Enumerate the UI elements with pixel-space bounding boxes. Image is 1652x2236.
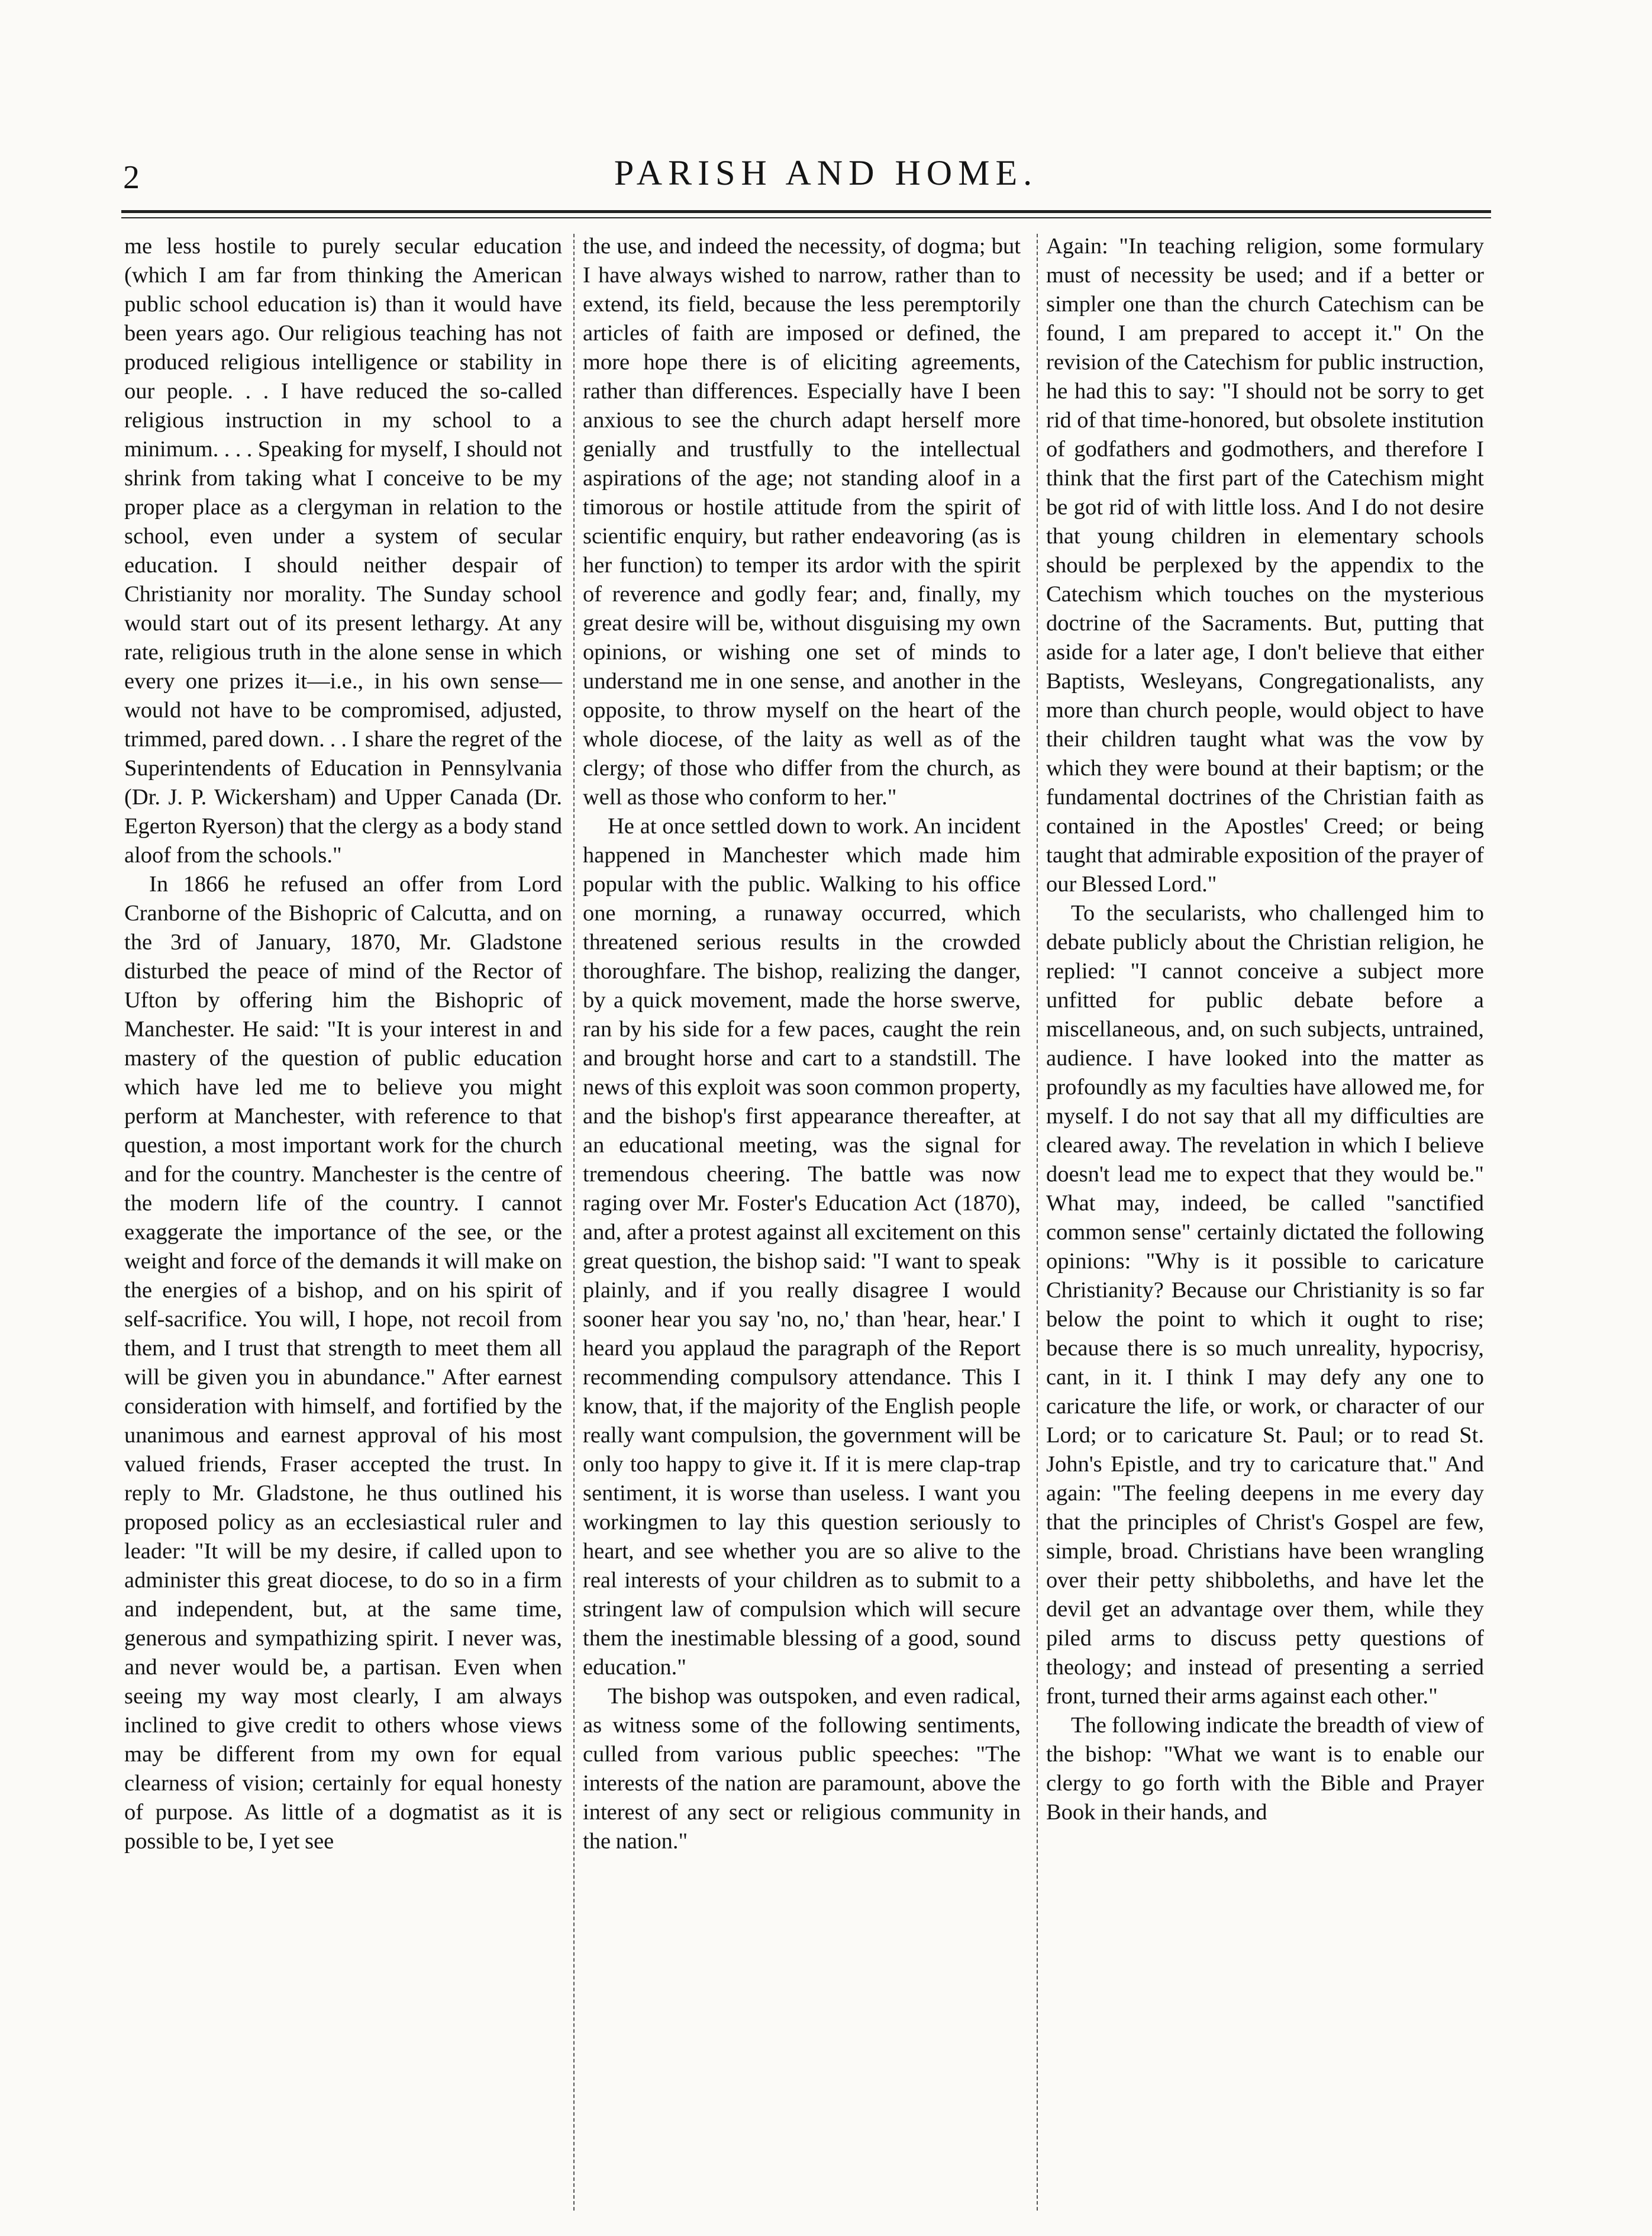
running-title: PARISH AND HOME. — [614, 153, 1038, 192]
text-column-3 — [1046, 232, 1484, 1827]
page-number: 2 — [123, 159, 140, 196]
paragraph: The following indicate the breadth of view of the bishop: "What we want is to enable our clergy to go forth with the Bible and Prayer Book in their hands, and — [1046, 1713, 1484, 1825]
paragraph: He at once settled down to work. An incident happened in Manchester which made him popular with the public. Walking to his office one morning, a runaway occurred, which threatened serious results in the crowded thoroughfare. The bishop, realizing the danger, by a quick movement, made the horse swerve, ran by his side for a few paces, caught the rein and brought horse and cart to a standstill. The news of this exploit was soon common property, and the bishop's first appearance thereafter, at an educational meeting, was the signal for tremendous cheering. The battle was now raging over Mr. Foster's Education Act (1870), and, after a protest against all excitement on this great question, the bishop said: "I want to speak plainly, and if you really disagree I would sooner hear you say 'no, no,' than 'hear, hear.' I heard you applaud the paragraph of the Report recommending compulsory attendance. This I know, that, if the majority of the English people really want compulsion, the government will be only too happy to give it. If it is mere clap-trap sentiment, it is worse than useless. I want you workingmen to lay this question seriously to heart, and see whether you are so alive to the real interests of your children as to submit to a stringent law of compulsion which will secure them the inestimable blessing of a good, sound education." — [583, 814, 1021, 1680]
paragraph: Again: "In teaching religion, some formulary must of necessity be used; and if a better or simpler one than the church Catechism can be found, I am prepared to accept it." On the revision of the Catechism for public instruction, he had this to say: "I should not be sorry to get rid of that time-honored, but obsolete institution of godfathers and godmothers, and therefore I think that the first part of the Catechism might be got rid of with little loss. And I do not desire that young children in elementary schools should be perplexed by the appendix to the Catechism which touches on the mysterious doctrine of the Sacraments. But, putting that aside for a later age, I don't believe that either Baptists, Wesleyans, Congregationalists, any more than church people, would object to have their children taught what was the vow by which they were bound at their baptism; or the fundamental doctrines of the Christian faith as contained in the Apostles' Creed; or being taught that admirable exposition of the prayer of our Blessed Lord." — [1046, 234, 1484, 897]
paragraph: me less hostile to purely secular education (which I am far from thinking the American public school education is) than it would have been years ago. Our religious teaching has not produced religious intelligence or stability in our people. . . I have reduced the so-called religious instruction in my school to a minimum. . . . Speaking for myself, I should not shrink from taking what I conceive to be my proper place as a clergyman in relation to the school, even under a system of secular education. I should neither despair of Christianity nor morality. The Sunday school would start out of its present lethargy. At any rate, religious truth in the alone sense in which every one prizes it—i.e., in his own sense—would not have to be compromised, adjusted, trimmed, pared down. . . I share the regret of the Superintendents of Education in Pennsylvania (Dr. J. P. Wickersham) and Upper Canada (Dr. Egerton Ryerson) that the clergy as a body stand aloof from the schools." — [124, 234, 562, 868]
paragraph: The bishop was outspoken, and even radical, as witness some of the following sentiments, culled from various public speeches: "The interests of the nation are paramount, above the interest of any sect or religious community in the nation." — [583, 1684, 1021, 1854]
column-divider — [573, 234, 575, 2211]
text-column-2 — [583, 232, 1021, 1856]
paragraph: To the secularists, who challenged him to debate publicly about the Christian religion, he replied: "I cannot conceive a subject more unfitted for public debate before a miscellaneous, and, on such subjects, untrained, audience. I have looked into the matter as profoundly as my faculties have allowed me, for myself. I do not say that all my difficulties are cleared away. The revelation in which I believe doesn't lead me to expect that they would be." What may, indeed, be called "sanctified common sense" certainly dictated the following opinions: "Why is it possible to caricature Christianity? Because our Christianity is so far below the point to which it ought to rise; because there is so much unreality, hypocrisy, cant, in it. I think I may defy any one to caricature the life, or work, or character of our Lord; or to caricature St. Paul; or to read St. John's Epistle, and try to caricature that." And again: "The feeling deepens in me every day that the principles of Christ's Gospel are few, simple, broad. Christians have been wrangling over their petty shibboleths, and have let the devil get an advantage over them, while they piled arms to discuss petty questions of theology; and instead of presenting a serried front, turned their arms against each other." — [1046, 901, 1484, 1709]
paragraph: In 1866 he refused an offer from Lord Cranborne of the Bishopric of Calcutta, and on the 3rd of January, 1870, Mr. Gladstone disturbed the peace of mind of the Rector of Ufton by offering him the Bishopric of Manchester. He said: "It is your interest in and mastery of the question of public education which have led me to believe you might perform at Manchester, with reference to that question, a most important work for the church and for the country. Manchester is the centre of the modern life of the country. I cannot exaggerate the importance of the see, or the weight and force of the demands it will make on the energies of a bishop, and on his spirit of self-sacrifice. You will, I hope, not recoil from them, and I trust that strength to meet them all will be given you in abundance." After earnest consideration with himself, and fortified by the unanimous and earnest approval of his most valued friends, Fraser accepted the trust. In reply to Mr. Gladstone, he thus outlined his proposed policy as an ecclesiastical ruler and leader: "It will be my desire, if called upon to administer this great diocese, to do so in a firm and independent, but, at the same time, generous and sympathizing spirit. I never was, and never would be, a partisan. Even when seeing my way most clearly, I am always inclined to give credit to others whose views may be different from my own for equal clearness of vision; certainly for equal honesty of purpose. As little of a dogmatist as it is possible to be, I yet see — [124, 872, 562, 1854]
header-rule-thin — [121, 217, 1491, 218]
header-rule-thick — [121, 210, 1491, 213]
paragraph: the use, and indeed the necessity, of dogma; but I have always wished to narrow, rather than to extend, its field, because the less peremptorily articles of faith are imposed or defined, the more hope there is of eliciting agreements, rather than differences. Especially have I been anxious to see the church adapt herself more genially and trustfully to the intellectual aspirations of the age; not standing aloof in a timorous or hostile attitude from the spirit of scientific enquiry, but rather endeavoring (as is her function) to temper its ardor with the spirit of reverence and godly fear; and, finally, my great desire will be, without disguising my own opinions, or wishing one set of minds to understand me in one sense, and another in the opposite, to throw myself on the heart of the whole diocese, of the laity as well as of the clergy; of those who differ from the church, as well as those who conform to her." — [583, 234, 1021, 810]
column-divider — [1037, 234, 1038, 2211]
text-column-1 — [124, 232, 562, 1856]
